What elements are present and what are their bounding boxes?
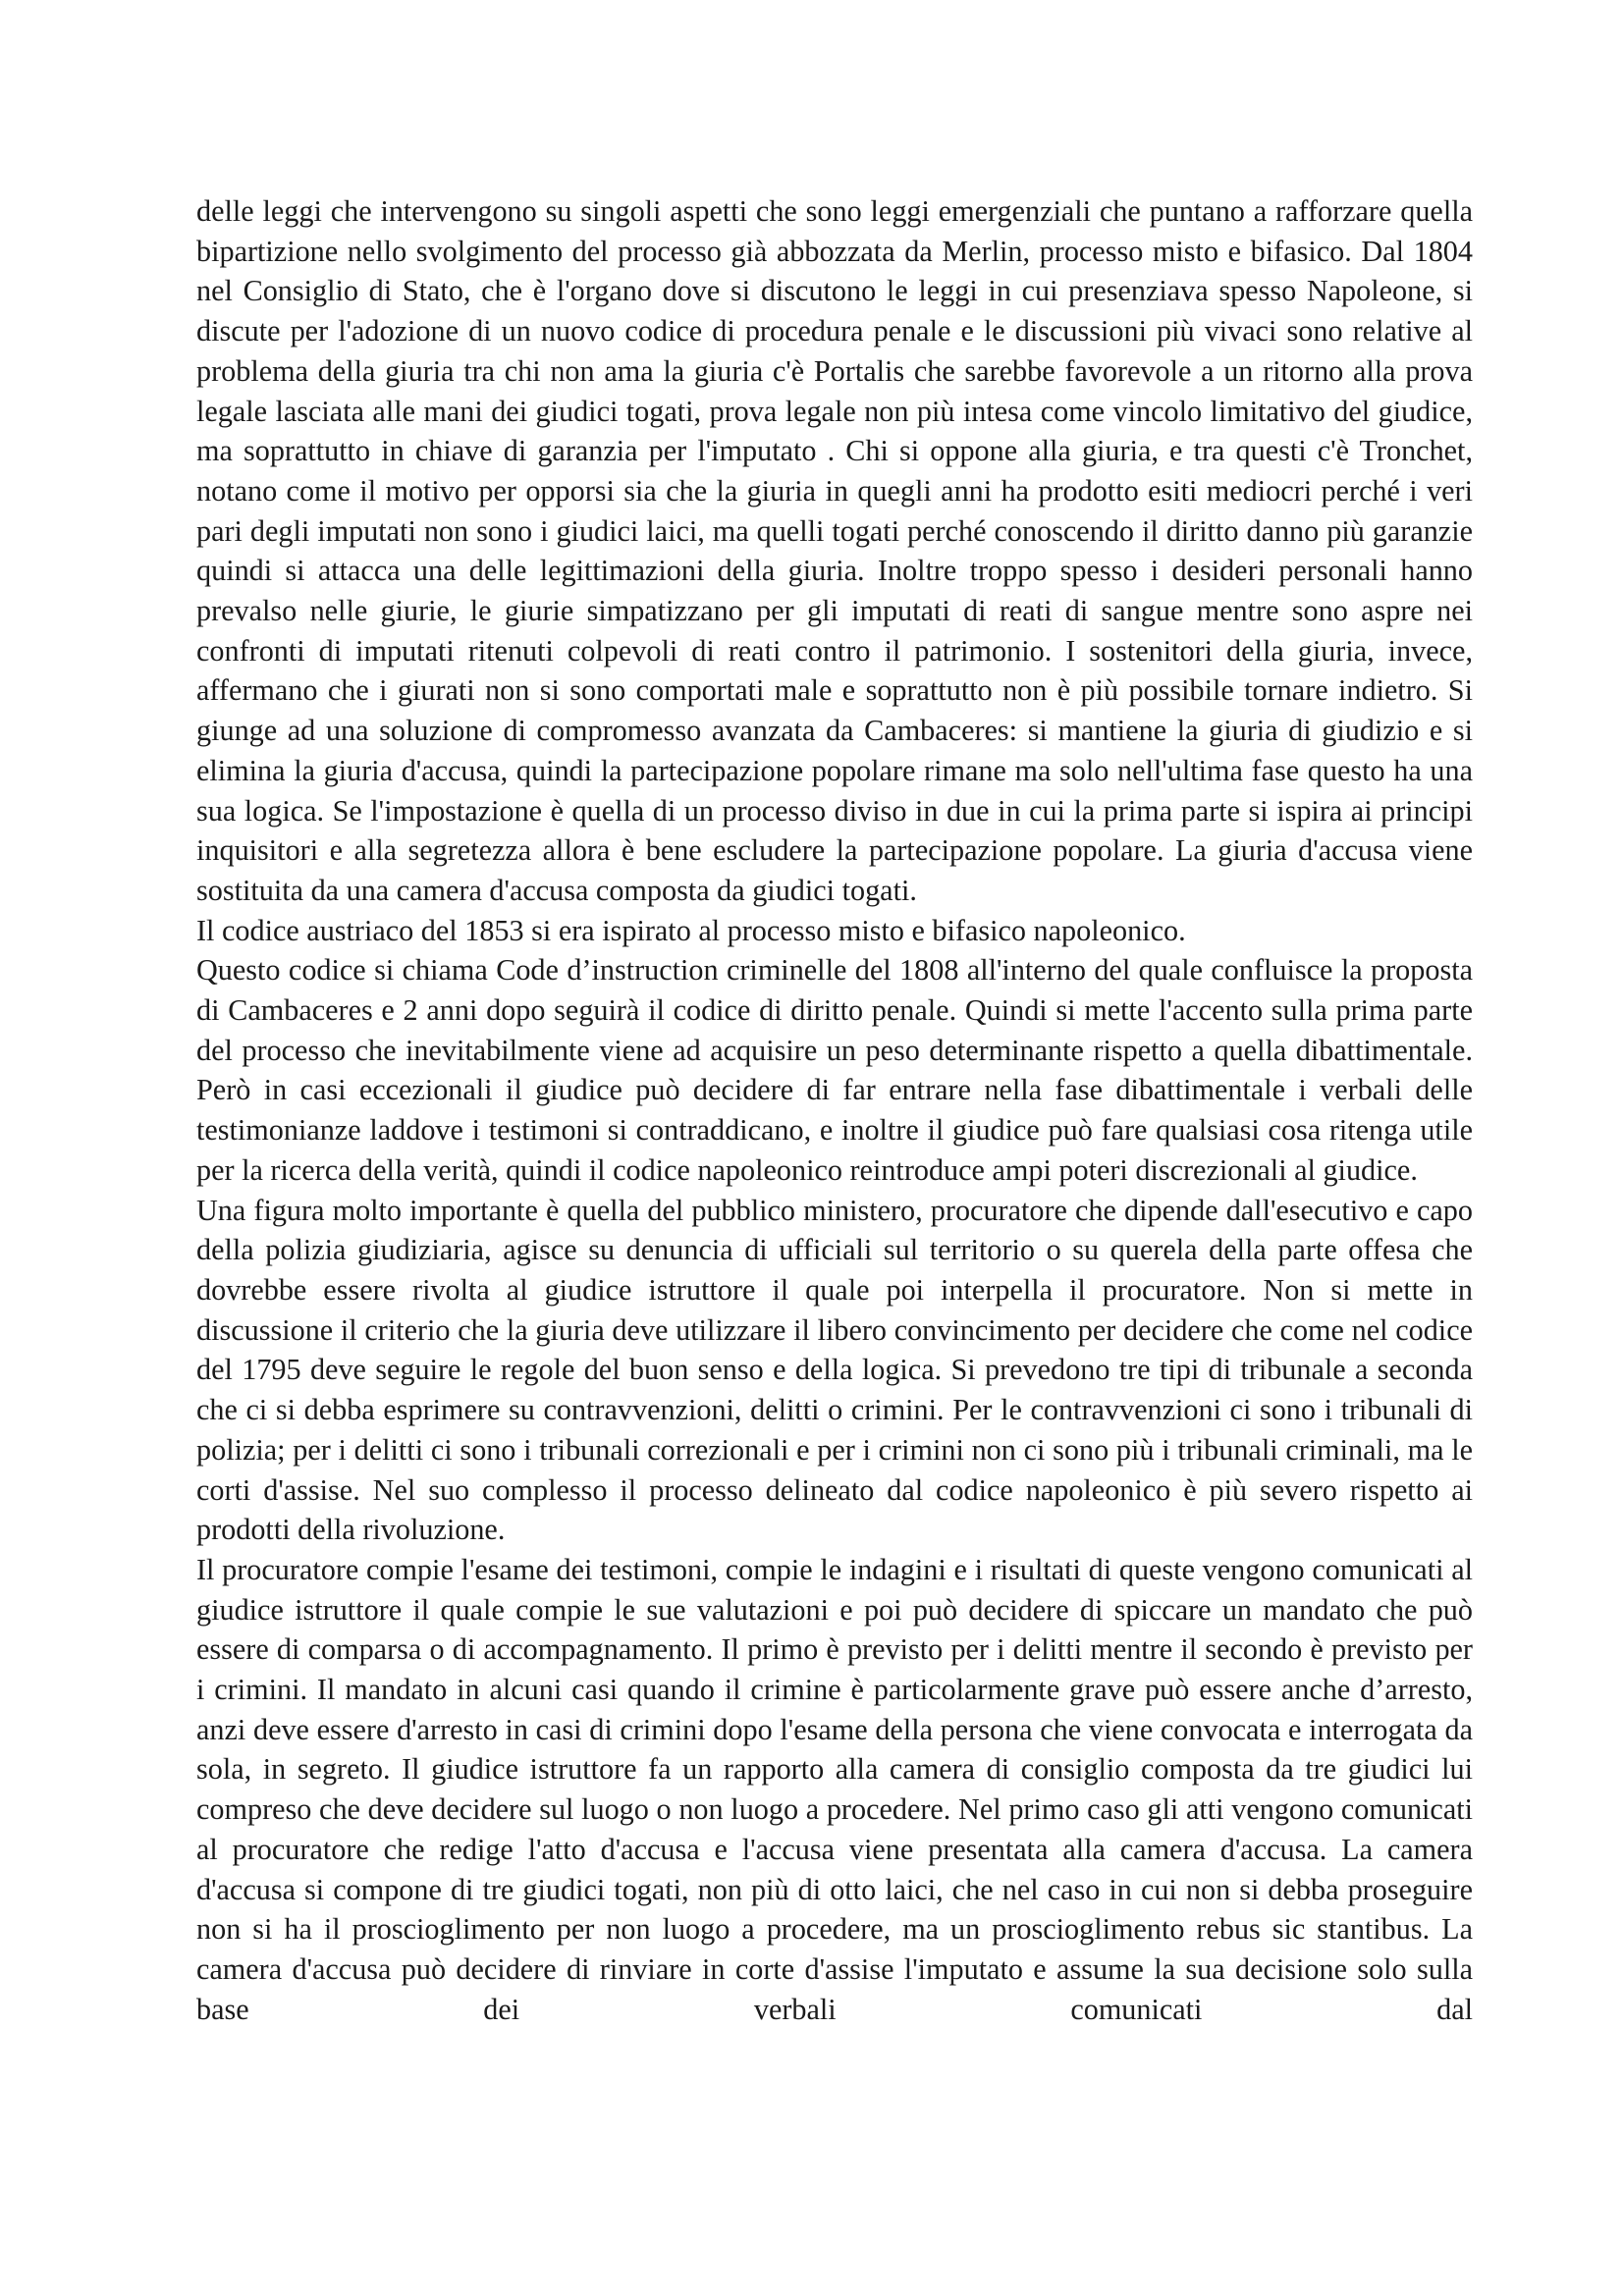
paragraph-code-instruction: Questo codice si chiama Code d’instruction criminelle del 1808 all'interno del quale confluisce la proposta di Cambaceres e 2 anni dopo seguirà il codice di diritto penale. Quindi si mette l'accento sulla prima parte del processo che inevitabilmente viene ad acquisire un peso determinante rispetto a quella dibattimentale. Però in casi eccezionali il giudice può decidere di far entrare nella fase dibattimentale i verbali delle testimonianze laddove i testimoni si contraddicano, e inoltre il giudice può fare qualsiasi cosa ritenga utile per la ricerca della verità, quindi il codice napoleonico reintroduce ampi poteri discrezionali al giudice. — [196, 953, 1473, 1187]
paragraph-pubblico-ministero: Una figura molto importante è quella del pubblico ministero, procuratore che dipende dall'esecutivo e capo della polizia giudiziaria, agisce su denuncia di ufficiali sul territorio o su querela della parte offesa che dovrebbe essere rivolta al giudice istruttore il quale poi interpella il procuratore. Non si mette in discussione il criterio che la giuria deve utilizzare il libero convincimento per decidere che come nel codice del 1795 deve seguire le regole del buon senso e della logica. Si prevedono tre tipi di tribunale a seconda che ci si debba esprimere su contravvenzioni, delitti o crimini. Per le contravvenzioni ci sono i tribunali di polizia; per i delitti ci sono i tribunali correzionali e per i crimini non ci sono più i tribunali criminali, ma le corti d'assise. Nel suo complesso il processo delineato dal codice napoleonico è più severo rispetto ai prodotti della rivoluzione. — [196, 1193, 1473, 1547]
paragraph-giuria-debate: delle leggi che intervengono su singoli aspetti che sono leggi emergenziali che puntano a rafforzare quella bipartizione nello svolgimento del processo già abbozzata da Merlin, processo misto e bifasico. Dal 1804 nel Consiglio di Stato, che è l'organo dove si discutono le leggi in cui presenziava spesso Napoleone, si discute per l'adozione di un nuovo codice di procedura penale e le discussioni più vivaci sono relative al problema della giuria tra chi non ama la giuria c'è Portalis che sarebbe favorevole a un ritorno alla prova legale lasciata alle mani dei giudici togati, prova legale non più intesa come vincolo limitativo del giudice, ma soprattutto in chiave di garanzia per l'imputato . Chi si oppone alla giuria, e tra questi c'è Tronchet, notano come il motivo per opporsi sia che la giuria in quegli anni ha prodotto esiti mediocri perché i veri pari degli imputati non sono i giudici laici, ma quelli togati perché conoscendo il diritto danno più garanzie quindi si attacca una delle legittimazioni della giuria. Inoltre troppo spesso i desideri personali hanno prevalso nelle giurie, le giurie simpatizzano per gli imputati di reati di sangue mentre sono aspre nei confronti di imputati ritenuti colpevoli di reati contro il patrimonio. I sostenitori della giuria, invece, affermano che i giurati non si sono comportati male e soprattutto non è più possibile tornare indietro. Si giunge ad una soluzione di compromesso avanzata da Cambaceres: si mantiene la giuria di giudizio e si elimina la giuria d'accusa, quindi la partecipazione popolare rimane ma solo nell'ultima fase questo ha una sua logica. Se l'impostazione è quella di un processo diviso in due in cui la prima parte si ispira ai principi inquisitori e alla segretezza allora è bene escludere la partecipazione popolare. La giuria d'accusa viene sostituita da una camera d'accusa composta da giudici togati. — [196, 194, 1473, 907]
paragraph-procuratore: Il procuratore compie l'esame dei testimoni, compie le indagini e i risultati di queste vengono comunicati al giudice istruttore il quale compie le sue valutazioni e poi può decidere di spiccare un mandato che può essere di comparsa o di accompagnamento. Il primo è previsto per i delitti mentre il secondo è previsto per i crimini. Il mandato in alcuni casi quando il crimine è particolarmente grave può essere anche d’arresto, anzi deve essere d'arresto in casi di crimini dopo l'esame della persona che viene convocata e interrogata da sola, in segreto. Il giudice istruttore fa un rapporto alla camera di consiglio composta da tre giudici lui compreso che deve decidere sul luogo o non luogo a procedere. Nel primo caso gli atti vengono comunicati al procuratore che redige l'atto d'accusa e l'accusa viene presentata alla camera d'accusa. La camera d'accusa si compone di tre giudici togati, non più di otto laici, che nel caso in cui non si debba proseguire non si ha il proscioglimento per non luogo a procedere, ma un proscioglimento rebus sic stantibus. La camera d'accusa può decidere di rinviare in corte d'assise l'imputato e assume la sua decisione solo sulla base dei verbali comunicati dal — [196, 1552, 1473, 2026]
document-body — [196, 191, 1473, 2029]
paragraph-codice-austriaco: Il codice austriaco del 1853 si era ispirato al processo misto e bifasico napoleonico. — [196, 913, 1186, 947]
